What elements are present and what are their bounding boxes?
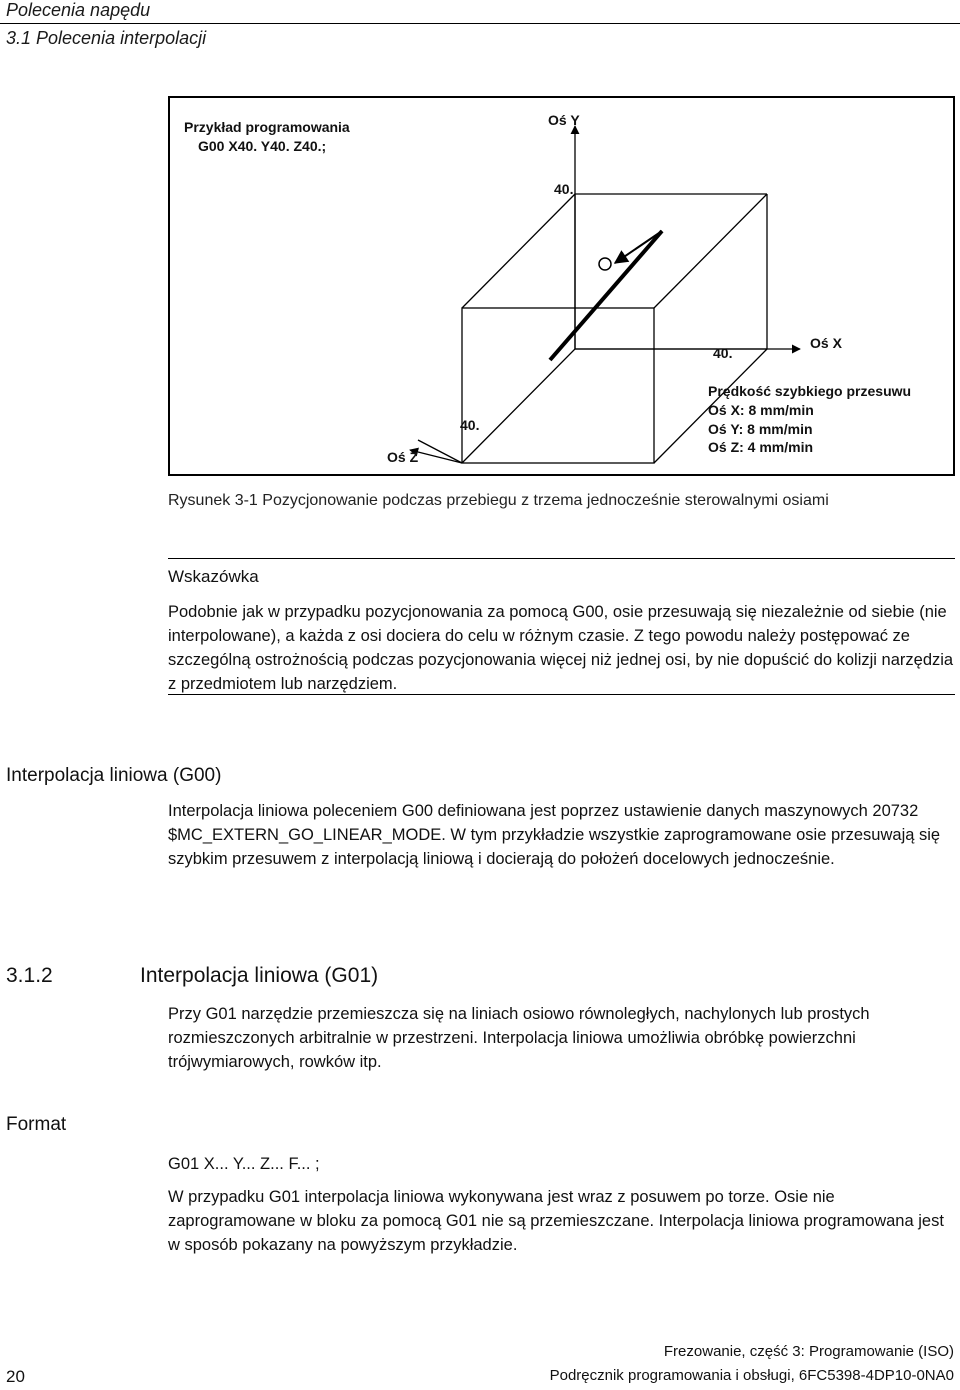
- g00-heading: Interpolacja liniowa (G00): [6, 765, 222, 786]
- chapter-header: Polecenia napędu: [6, 0, 151, 20]
- speed-title: Prędkość szybkiego przesuwu: [708, 383, 912, 399]
- axes-diagram: [170, 98, 957, 478]
- header-divider: [0, 23, 960, 24]
- section-header: 3.1 Polecenia interpolacji: [6, 28, 207, 48]
- speed-z: Oś Z: 4 mm/min: [708, 439, 814, 455]
- footer-book: Frezowanie, część 3: Programowanie (ISO): [663, 1343, 954, 1360]
- x-tick-label: 40.: [713, 345, 733, 361]
- y-axis-label: Oś Y: [548, 112, 580, 128]
- z-tick-label: 40.: [460, 417, 480, 433]
- x-axis-label: Oś X: [810, 335, 842, 351]
- figure-caption: Rysunek 3-1 Pozycjonowanie podczas przebiegu z trzema jednocześnie sterowalnymi osiami: [168, 492, 829, 509]
- g00-text: Interpolacja liniowa poleceniem G00 definiowana jest poprzez ustawienie danych maszynowych 20732 $MC_EXTERN_GO_LINEAR_MODE. W tym przykładzie wszystkie zaprogramowane osie przesuwają się szybkim przesuwem z interpolacją liniową i docierają do położeń docelowych jednocześnie.: [168, 802, 941, 868]
- page-number: 20: [6, 1367, 25, 1386]
- example-title: Przykład programowania: [184, 119, 350, 135]
- format-heading: Format: [6, 1114, 67, 1135]
- note-title: Wskazówka: [168, 567, 259, 586]
- example-code: G00 X40. Y40. Z40.;: [198, 138, 327, 154]
- section-number: 3.1.2: [6, 964, 53, 987]
- speed-x: Oś X: 8 mm/min: [708, 402, 814, 418]
- tool-path-line: [550, 231, 662, 360]
- format-code: G01 X... Y... Z... F... ;: [168, 1155, 320, 1173]
- footer-manual: Podręcznik programowania i obsługi, 6FC5398-4DP10-0NA0: [549, 1367, 954, 1384]
- format-text: W przypadku G01 interpolacja liniowa wykonywana jest wraz z posuwem po torze. Osie nie zaprogramowane w bloku za pomocą G01 nie są przemieszczane. Interpolacja liniowa programowana jest w sposób pokazany na powyższym przykładzie.: [168, 1188, 944, 1254]
- note-text: Podobnie jak w przypadku pozycjonowania za pomocą G00, osie przesuwają się niezależnie od siebie (nie interpolowane), a każda z osi dociera do celu w różnym czasie. Z tego powodu należy postępować ze szczególną ostrożnością podczas pozycjonowania więcej niż jednej osi, by nie dopuścić do kolizji narzędzia z przedmiotem lub narzędziem.: [168, 603, 954, 693]
- z-axis-label: Oś Z: [387, 449, 419, 465]
- note-bottom-rule: [168, 694, 955, 695]
- y-tick-label: 40.: [554, 181, 574, 197]
- g01-text: Przy G01 narzędzie przemieszcza się na liniach osiowo równoległych, nachylonych lub prostych rozmieszczonych arbitralnie w przestrzeni. Interpolacja liniowa umożliwia obróbkę powierzchni trójwymiarowych, rowków itp.: [168, 1005, 870, 1071]
- z-axis-line: [418, 440, 462, 463]
- figure-box: [168, 96, 955, 476]
- speed-y: Oś Y: 8 mm/min: [708, 421, 813, 437]
- section-title: Interpolacja liniowa (G01): [140, 964, 379, 987]
- target-point: [599, 258, 611, 270]
- note-top-rule: [168, 558, 955, 559]
